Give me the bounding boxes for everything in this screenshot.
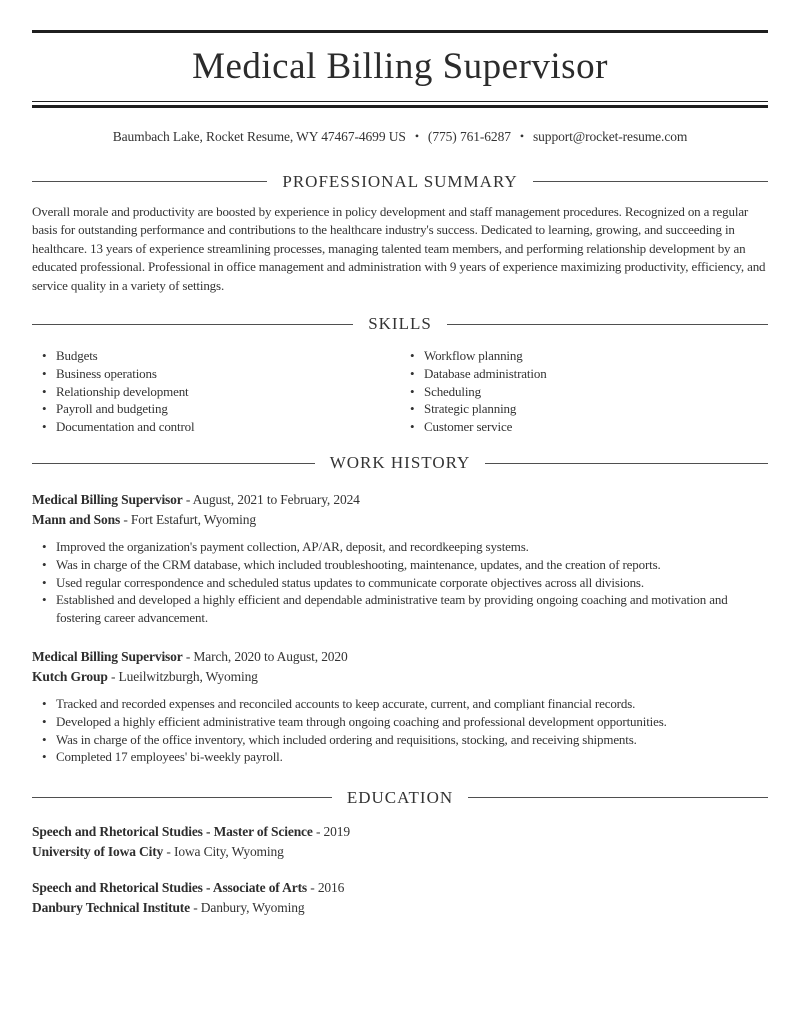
skill-item: • Relationship development xyxy=(42,383,400,401)
education-entry xyxy=(32,822,768,862)
job-dates: - March, 2020 to August, 2020 xyxy=(185,649,348,665)
contact-separator-dot: • xyxy=(519,128,524,143)
contact-email: support@rocket-resume.com xyxy=(533,128,688,144)
job-bullet: • Tracked and recorded expenses and reconciled accounts to keep accurate, current, and compliant financial records. xyxy=(42,695,768,713)
job-bullet: • Established and developed a highly efficient and dependable administrative team by providing ongoing coaching and motivation and fostering career advancement. xyxy=(42,591,768,626)
summary-heading: PROFESSIONAL SUMMARY xyxy=(282,171,518,191)
section-rule-right xyxy=(533,181,768,182)
skills-list-left xyxy=(32,347,400,435)
page-title: Medical Billing Supervisor xyxy=(192,46,608,87)
education-location: - Danbury, Wyoming xyxy=(193,899,305,915)
job-company-line xyxy=(32,667,768,687)
education-year: - 2016 xyxy=(310,879,345,895)
education-school: Danbury Technical Institute xyxy=(32,899,190,915)
top-divider xyxy=(32,30,768,33)
education-heading: EDUCATION xyxy=(346,787,454,807)
section-header-skills xyxy=(32,314,768,334)
skill-item: • Strategic planning xyxy=(410,400,768,418)
job-company: Kutch Group xyxy=(32,668,108,684)
section-rule-right xyxy=(468,797,768,798)
skill-item: • Customer service xyxy=(410,418,768,436)
job-company-line xyxy=(32,510,768,530)
education-degree: Speech and Rhetorical Studies - Associate of Arts xyxy=(32,879,308,895)
job-company: Mann and Sons xyxy=(32,511,121,527)
job-title-line xyxy=(32,490,768,510)
education-school: University of Iowa City xyxy=(32,843,164,859)
skill-item: • Workflow planning xyxy=(410,347,768,365)
section-header-work-history xyxy=(32,453,768,473)
skills-columns xyxy=(32,347,768,435)
education-school-line xyxy=(32,898,768,918)
skill-item: • Documentation and control xyxy=(42,418,400,436)
contact-phone: (775) 761-6287 xyxy=(427,128,511,144)
work-history-heading: WORK HISTORY xyxy=(329,453,471,473)
section-rule-left xyxy=(32,463,315,464)
skills-heading: SKILLS xyxy=(368,314,432,334)
job-bullet: • Was in charge of the CRM database, which included troubleshooting, maintenance, updates, and the creation of reports. xyxy=(42,556,768,574)
contact-info xyxy=(32,129,768,145)
education-year: - 2019 xyxy=(315,823,350,839)
job-title: Medical Billing Supervisor xyxy=(32,649,183,665)
job-title-line xyxy=(32,647,768,667)
education-school-line xyxy=(32,842,768,862)
job-bullet: • Developed a highly efficient administrative team through ongoing coaching and professional development opportunities. xyxy=(42,713,768,731)
section-rule-right xyxy=(447,324,768,325)
job-location: - Lueilwitzburgh, Wyoming xyxy=(110,668,258,684)
skill-item: • Scheduling xyxy=(410,383,768,401)
job-bullet-list xyxy=(32,695,768,765)
section-header-education xyxy=(32,788,768,808)
job-bullet: • Was in charge of the office inventory, which included ordering and requisitions, stocking, and receiving shipments. xyxy=(42,731,768,749)
job-bullet-list xyxy=(32,538,768,626)
job-location: - Fort Estafurt, Wyoming xyxy=(123,511,256,527)
summary-paragraph: Overall morale and productivity are boosted by experience in policy development and staff management procedures. Recognized on a regular basis for outstanding performance and contributions to the healthcare industry's success. Dedicated to learning, growing, and succeeding in healthcare. 13 years of experience streamlining processes, managing talented team members, and performing relationship development by an educated professional. Professional in office management and administration with 9 years of experience maximizing productivity, efficiency, and service quality in a variety of settings. xyxy=(32,203,766,293)
contact-address: Baumbach Lake, Rocket Resume, WY 47467-4699 US xyxy=(112,128,406,144)
job-title: Medical Billing Supervisor xyxy=(32,492,183,508)
education-degree-line xyxy=(32,878,768,898)
skill-item: • Budgets xyxy=(42,347,400,365)
section-rule-right xyxy=(485,463,768,464)
section-rule-left xyxy=(32,181,267,182)
education-entry xyxy=(32,878,768,918)
education-location: - Iowa City, Wyoming xyxy=(166,843,284,859)
skill-item: • Payroll and budgeting xyxy=(42,400,400,418)
section-rule-left xyxy=(32,797,332,798)
job-entry xyxy=(32,490,768,626)
skill-item: • Database administration xyxy=(410,365,768,383)
job-entry xyxy=(32,647,768,765)
job-bullet: • Completed 17 employees' bi-weekly payroll. xyxy=(42,748,768,766)
section-header-summary xyxy=(32,172,768,192)
skills-list-right xyxy=(400,347,768,435)
education-degree: Speech and Rhetorical Studies - Master of Science xyxy=(32,823,313,839)
skill-item: • Business operations xyxy=(42,365,400,383)
title-bottom-divider xyxy=(32,101,768,108)
job-bullet: • Used regular correspondence and scheduled status updates to communicate corporate objectives across all divisions. xyxy=(42,574,768,592)
job-dates: - August, 2021 to February, 2024 xyxy=(185,492,360,508)
section-rule-left xyxy=(32,324,353,325)
contact-separator-dot: • xyxy=(414,128,419,143)
education-degree-line xyxy=(32,822,768,842)
job-bullet: • Improved the organization's payment collection, AP/AR, deposit, and recordkeeping systems. xyxy=(42,538,768,556)
